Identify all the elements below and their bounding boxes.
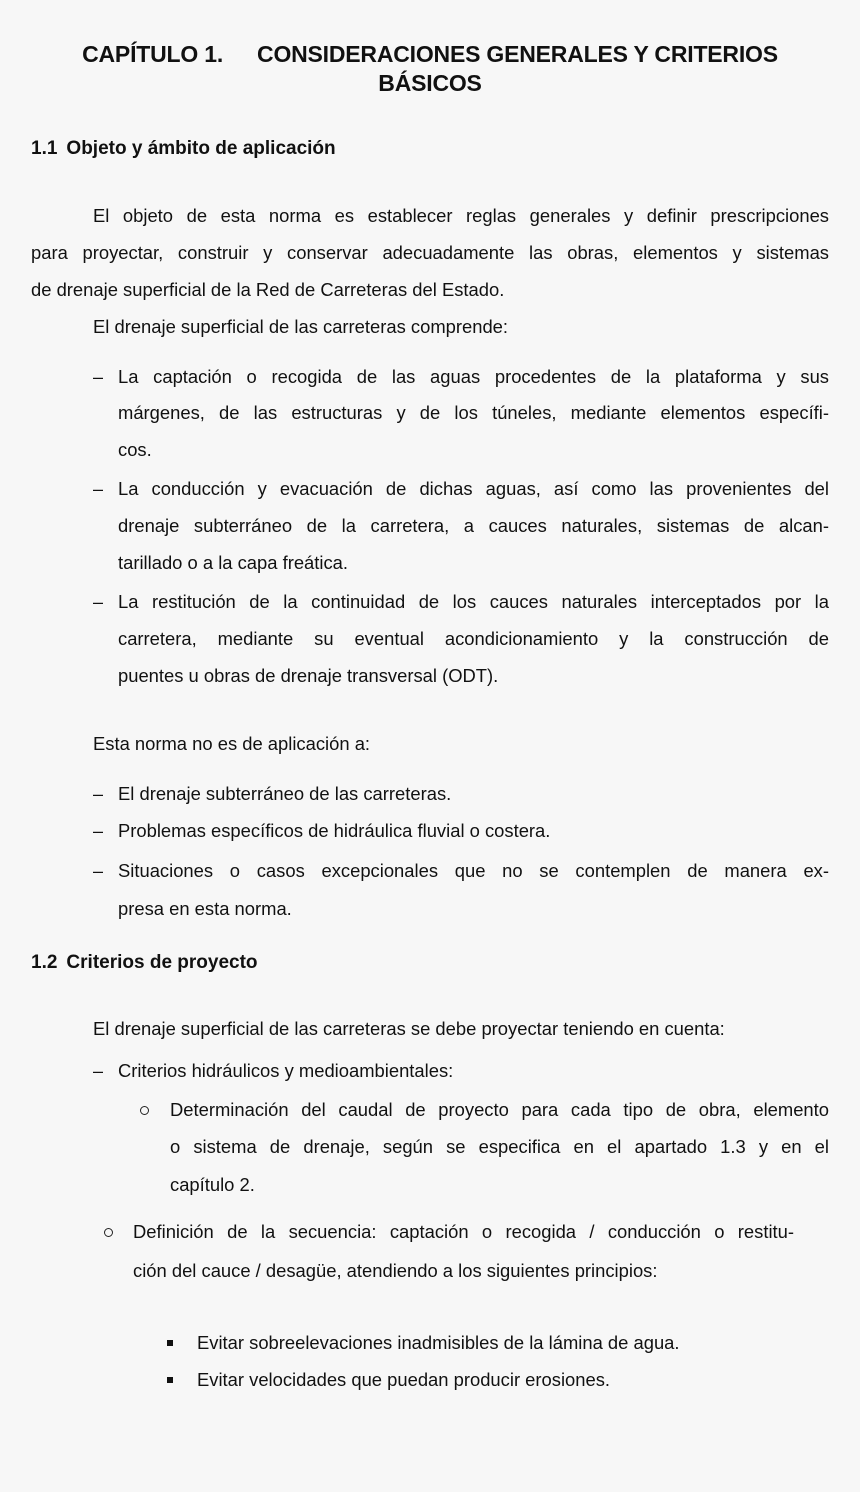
list-item-line: El drenaje subterráneo de las carreteras. — [118, 783, 452, 804]
paragraph-intro: Esta norma no es de aplicación a: — [93, 733, 371, 754]
list-item-line: La captación o recogida de las aguas procedentes de la plataforma y sus — [118, 366, 829, 387]
list-item-line: Problemas específicos de hidráulica fluvial o costera. — [118, 820, 551, 841]
dash-bullet-icon: – — [93, 479, 104, 499]
sub-list-item-line: ción del cauce / desagüe, atendiendo a los siguientes principios: — [133, 1260, 658, 1281]
sub-list-item-line: Determinación del caudal de proyecto para cada tipo de obra, elemento — [170, 1099, 829, 1120]
section-title: Criterios de proyecto — [66, 952, 258, 973]
list-item-line: La conducción y evacuación de dichas aguas, así como las provenientes del — [118, 478, 829, 499]
list-item-line: La restitución de la continuidad de los cauces naturales interceptados por la — [118, 591, 829, 612]
section-number: 1.2 — [31, 952, 58, 973]
list-item-line: puentes u obras de drenaje transversal (ODT). — [118, 665, 499, 686]
list-item-line: tarillado o a la capa freática. — [118, 552, 349, 573]
sub-list-item-line: capítulo 2. — [170, 1174, 255, 1195]
principle-text: Evitar velocidades que puedan producir erosiones. — [197, 1369, 611, 1390]
paragraph-line: El objeto de esta norma es establecer reglas generales y definir prescripciones — [93, 205, 829, 226]
circle-bullet-icon — [140, 1106, 149, 1115]
dash-bullet-icon: – — [93, 821, 104, 841]
dash-bullet-icon: – — [93, 861, 104, 881]
square-bullet-icon — [167, 1340, 173, 1346]
list-item-line: carretera, mediante su eventual acondicionamiento y la construcción de — [118, 628, 829, 649]
paragraph-line: para proyectar, construir y conservar adecuadamente las obras, elementos y sistemas — [31, 242, 829, 263]
chapter-title-line-2: BÁSICOS — [378, 70, 482, 96]
dash-bullet-icon: – — [93, 367, 104, 387]
list-item-line: Situaciones o casos excepcionales que no se contemplen de manera ex- — [118, 860, 829, 881]
paragraph-line: de drenaje superficial de la Red de Carreteras del Estado. — [31, 279, 505, 300]
list-item-line: drenaje subterráneo de la carretera, a cauces naturales, sistemas de alcan- — [118, 515, 829, 536]
list-item-line: presa en esta norma. — [118, 898, 292, 919]
list-item-line: cos. — [118, 439, 152, 460]
paragraph-intro: El drenaje superficial de las carreteras se debe proyectar teniendo en cuenta: — [93, 1018, 725, 1039]
dash-bullet-icon: – — [93, 1061, 104, 1081]
sub-list-item-line: Definición de la secuencia: captación o recogida / conducción o restitu- — [133, 1221, 794, 1242]
chapter-title-line-1 — [0, 40, 860, 69]
section-heading-1-2 — [31, 952, 258, 974]
chapter-title-text: CONSIDERACIONES GENERALES Y CRITERIOS — [257, 41, 778, 67]
dash-bullet-icon: – — [93, 784, 104, 804]
paragraph-intro: El drenaje superficial de las carreteras comprende: — [93, 316, 509, 337]
section-number: 1.1 — [31, 138, 58, 159]
section-heading-1-1 — [31, 138, 336, 160]
principle-text: Evitar sobreelevaciones inadmisibles de la lámina de agua. — [197, 1332, 680, 1353]
chapter-number: CAPÍTULO 1. — [82, 41, 224, 67]
circle-bullet-icon — [104, 1228, 113, 1237]
list-item-line: márgenes, de las estructuras y de los túneles, mediante elementos específi- — [118, 402, 829, 423]
list-item-line: Criterios hidráulicos y medioambientales: — [118, 1060, 454, 1081]
section-title: Objeto y ámbito de aplicación — [66, 138, 336, 159]
dash-bullet-icon: – — [93, 592, 104, 612]
square-bullet-icon — [167, 1377, 173, 1383]
sub-list-item-line: o sistema de drenaje, según se especifica en el apartado 1.3 y en el — [170, 1136, 829, 1157]
